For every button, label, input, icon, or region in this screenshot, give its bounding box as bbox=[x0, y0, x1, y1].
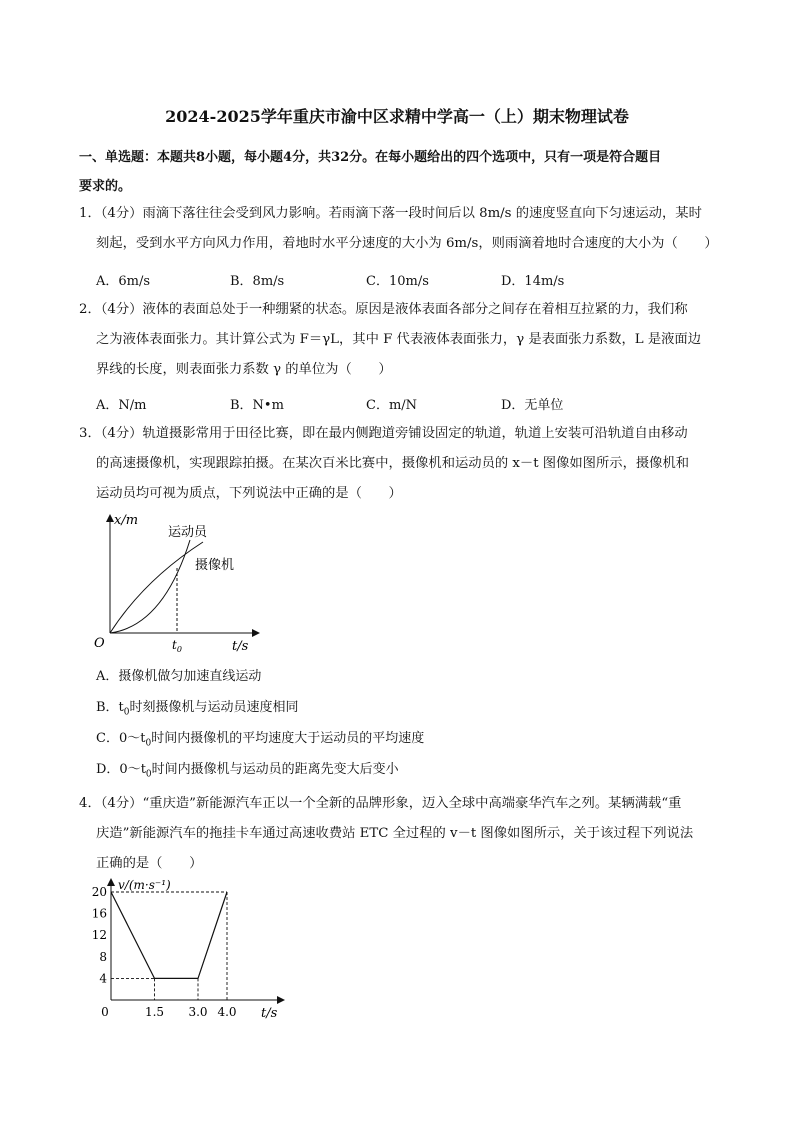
q4-x-tick-label: 3.0 bbox=[188, 1005, 208, 1019]
q3-option-c-pre: C．0～t bbox=[96, 731, 146, 746]
q2-line1: 2．（4分）液体的表面总处于一种绷紧的状态。原因是液体表面各部分之间存在着相互拉紧的力，我们称 bbox=[79, 302, 688, 317]
q4-x-tick-label: 1.5 bbox=[144, 1005, 165, 1019]
q3-option-d[interactable] bbox=[96, 758, 399, 780]
q4-vt-graph bbox=[85, 872, 295, 1022]
q3-option-b-pre: B．t bbox=[96, 700, 124, 715]
q4-line1: 4．（4分）“重庆造”新能源汽车正以一个全新的品牌形象，迈入全球中高端豪华汽车之列。某辆满载“重 bbox=[79, 796, 682, 811]
q2-line2: 之为液体表面张力。其计算公式为 F＝γL，其中 F 代表液体表面张力，γ 是表面张力系数，L 是液面边 bbox=[96, 332, 702, 347]
section-heading-line2: 要求的。 bbox=[79, 179, 132, 194]
q3-option-c-post: 时间内摄像机的平均速度大于运动员的平均速度 bbox=[151, 731, 425, 746]
q3-x-axis-label: t/s bbox=[232, 639, 249, 654]
q1-line2: 刻起，受到水平方向风力作用，着地时水平分速度的大小为 6m/s，则雨滴着地时合速度的大小为（ ） bbox=[96, 236, 718, 251]
q4-y-tick-label: 16 bbox=[91, 906, 107, 921]
q4-x-tick-label: 4.0 bbox=[217, 1005, 237, 1019]
q4-y-tick-label: 20 bbox=[91, 885, 107, 899]
q1-option-a[interactable]: A．6m/s bbox=[96, 274, 151, 289]
q1-option-d[interactable]: D．14m/s bbox=[501, 274, 565, 289]
q3-option-d-post: 时间内摄像机与运动员的距离先变大后变小 bbox=[151, 762, 399, 777]
q4-guide-lines bbox=[111, 892, 227, 1000]
q3-option-c-sub: 0 bbox=[145, 738, 152, 749]
q4-y-tick-label: 12 bbox=[91, 928, 107, 943]
section-heading-line1: 一、单选题：本题共8小题，每小题4分，共32分。在每小题给出的四个选项中，只有一项是符合题目 bbox=[79, 150, 662, 165]
q1-line1: 1．（4分）雨滴下落往往会受到风力影响。若雨滴下落一段时间后以 8m/s 的速度竖直向下匀速运动，某时 bbox=[79, 206, 702, 221]
q3-runner-curve bbox=[110, 542, 203, 633]
q3-xt-graph bbox=[88, 508, 268, 658]
q2-option-d[interactable]: D．无单位 bbox=[501, 398, 564, 413]
q3-option-b-sub: 0 bbox=[123, 707, 130, 718]
q3-t0-label: $t_0$ bbox=[172, 638, 182, 654]
page-title: 2024-2025学年重庆市渝中区求精中学高一（上）期末物理试卷 bbox=[165, 107, 629, 126]
q3-option-d-sub: 0 bbox=[145, 769, 152, 780]
q3-option-b-post: 时刻摄像机与运动员速度相同 bbox=[129, 700, 299, 715]
q3-origin-label: O bbox=[94, 636, 105, 651]
q4-line2: 庆造”新能源汽车的拖挂卡车通过高速收费站 ETC 全过程的 v－t 图像如图所示，关于该过程下列说法 bbox=[96, 826, 694, 841]
q3-runner-label: 运动员 bbox=[168, 525, 208, 540]
q4-y-axis-label: v/(m·s⁻¹) bbox=[118, 878, 171, 892]
q4-velocity-line bbox=[111, 892, 227, 978]
q3-camera-label: 摄像机 bbox=[195, 558, 235, 573]
q3-option-c[interactable] bbox=[96, 727, 424, 749]
q3-line3: 运动员均可视为质点，下列说法中正确的是（ ） bbox=[96, 486, 402, 501]
q4-y-tick-label: 8 bbox=[99, 949, 107, 964]
q4-x-axis-label: t/s bbox=[261, 1006, 278, 1021]
q4-tick-group bbox=[92, 885, 237, 1019]
q2-option-b[interactable]: B．N•m bbox=[230, 398, 284, 413]
q3-line2: 的高速摄像机，实现跟踪拍摄。在某次百米比赛中，摄像机和运动员的 x－t 图像如图所示，摄像机和 bbox=[96, 456, 690, 471]
q4-line3: 正确的是（ ） bbox=[96, 856, 203, 871]
q2-line3: 界线的长度，则表面张力系数 γ 的单位为（ ） bbox=[96, 362, 392, 377]
q3-line1: 3．（4分）轨道摄影常用于田径比赛，即在最内侧跑道旁铺设固定的轨道，轨道上安装可沿轨道自由移动 bbox=[79, 426, 688, 441]
q3-option-b[interactable] bbox=[96, 696, 299, 718]
q4-y-tick-label: 4 bbox=[99, 971, 107, 986]
q3-camera-curve bbox=[110, 540, 190, 633]
q3-option-a[interactable]: A．摄像机做匀加速直线运动 bbox=[96, 669, 262, 684]
q4-x-tick-label: 0 bbox=[101, 1005, 109, 1019]
q3-option-d-pre: D．0～t bbox=[96, 762, 146, 777]
q1-option-c[interactable]: C．10m/s bbox=[366, 274, 429, 289]
q2-option-c[interactable]: C．m/N bbox=[366, 398, 418, 413]
q1-option-b[interactable]: B．8m/s bbox=[230, 274, 285, 289]
q2-option-a[interactable]: A．N/m bbox=[96, 398, 147, 413]
q3-y-axis-label: x/m bbox=[114, 513, 139, 528]
